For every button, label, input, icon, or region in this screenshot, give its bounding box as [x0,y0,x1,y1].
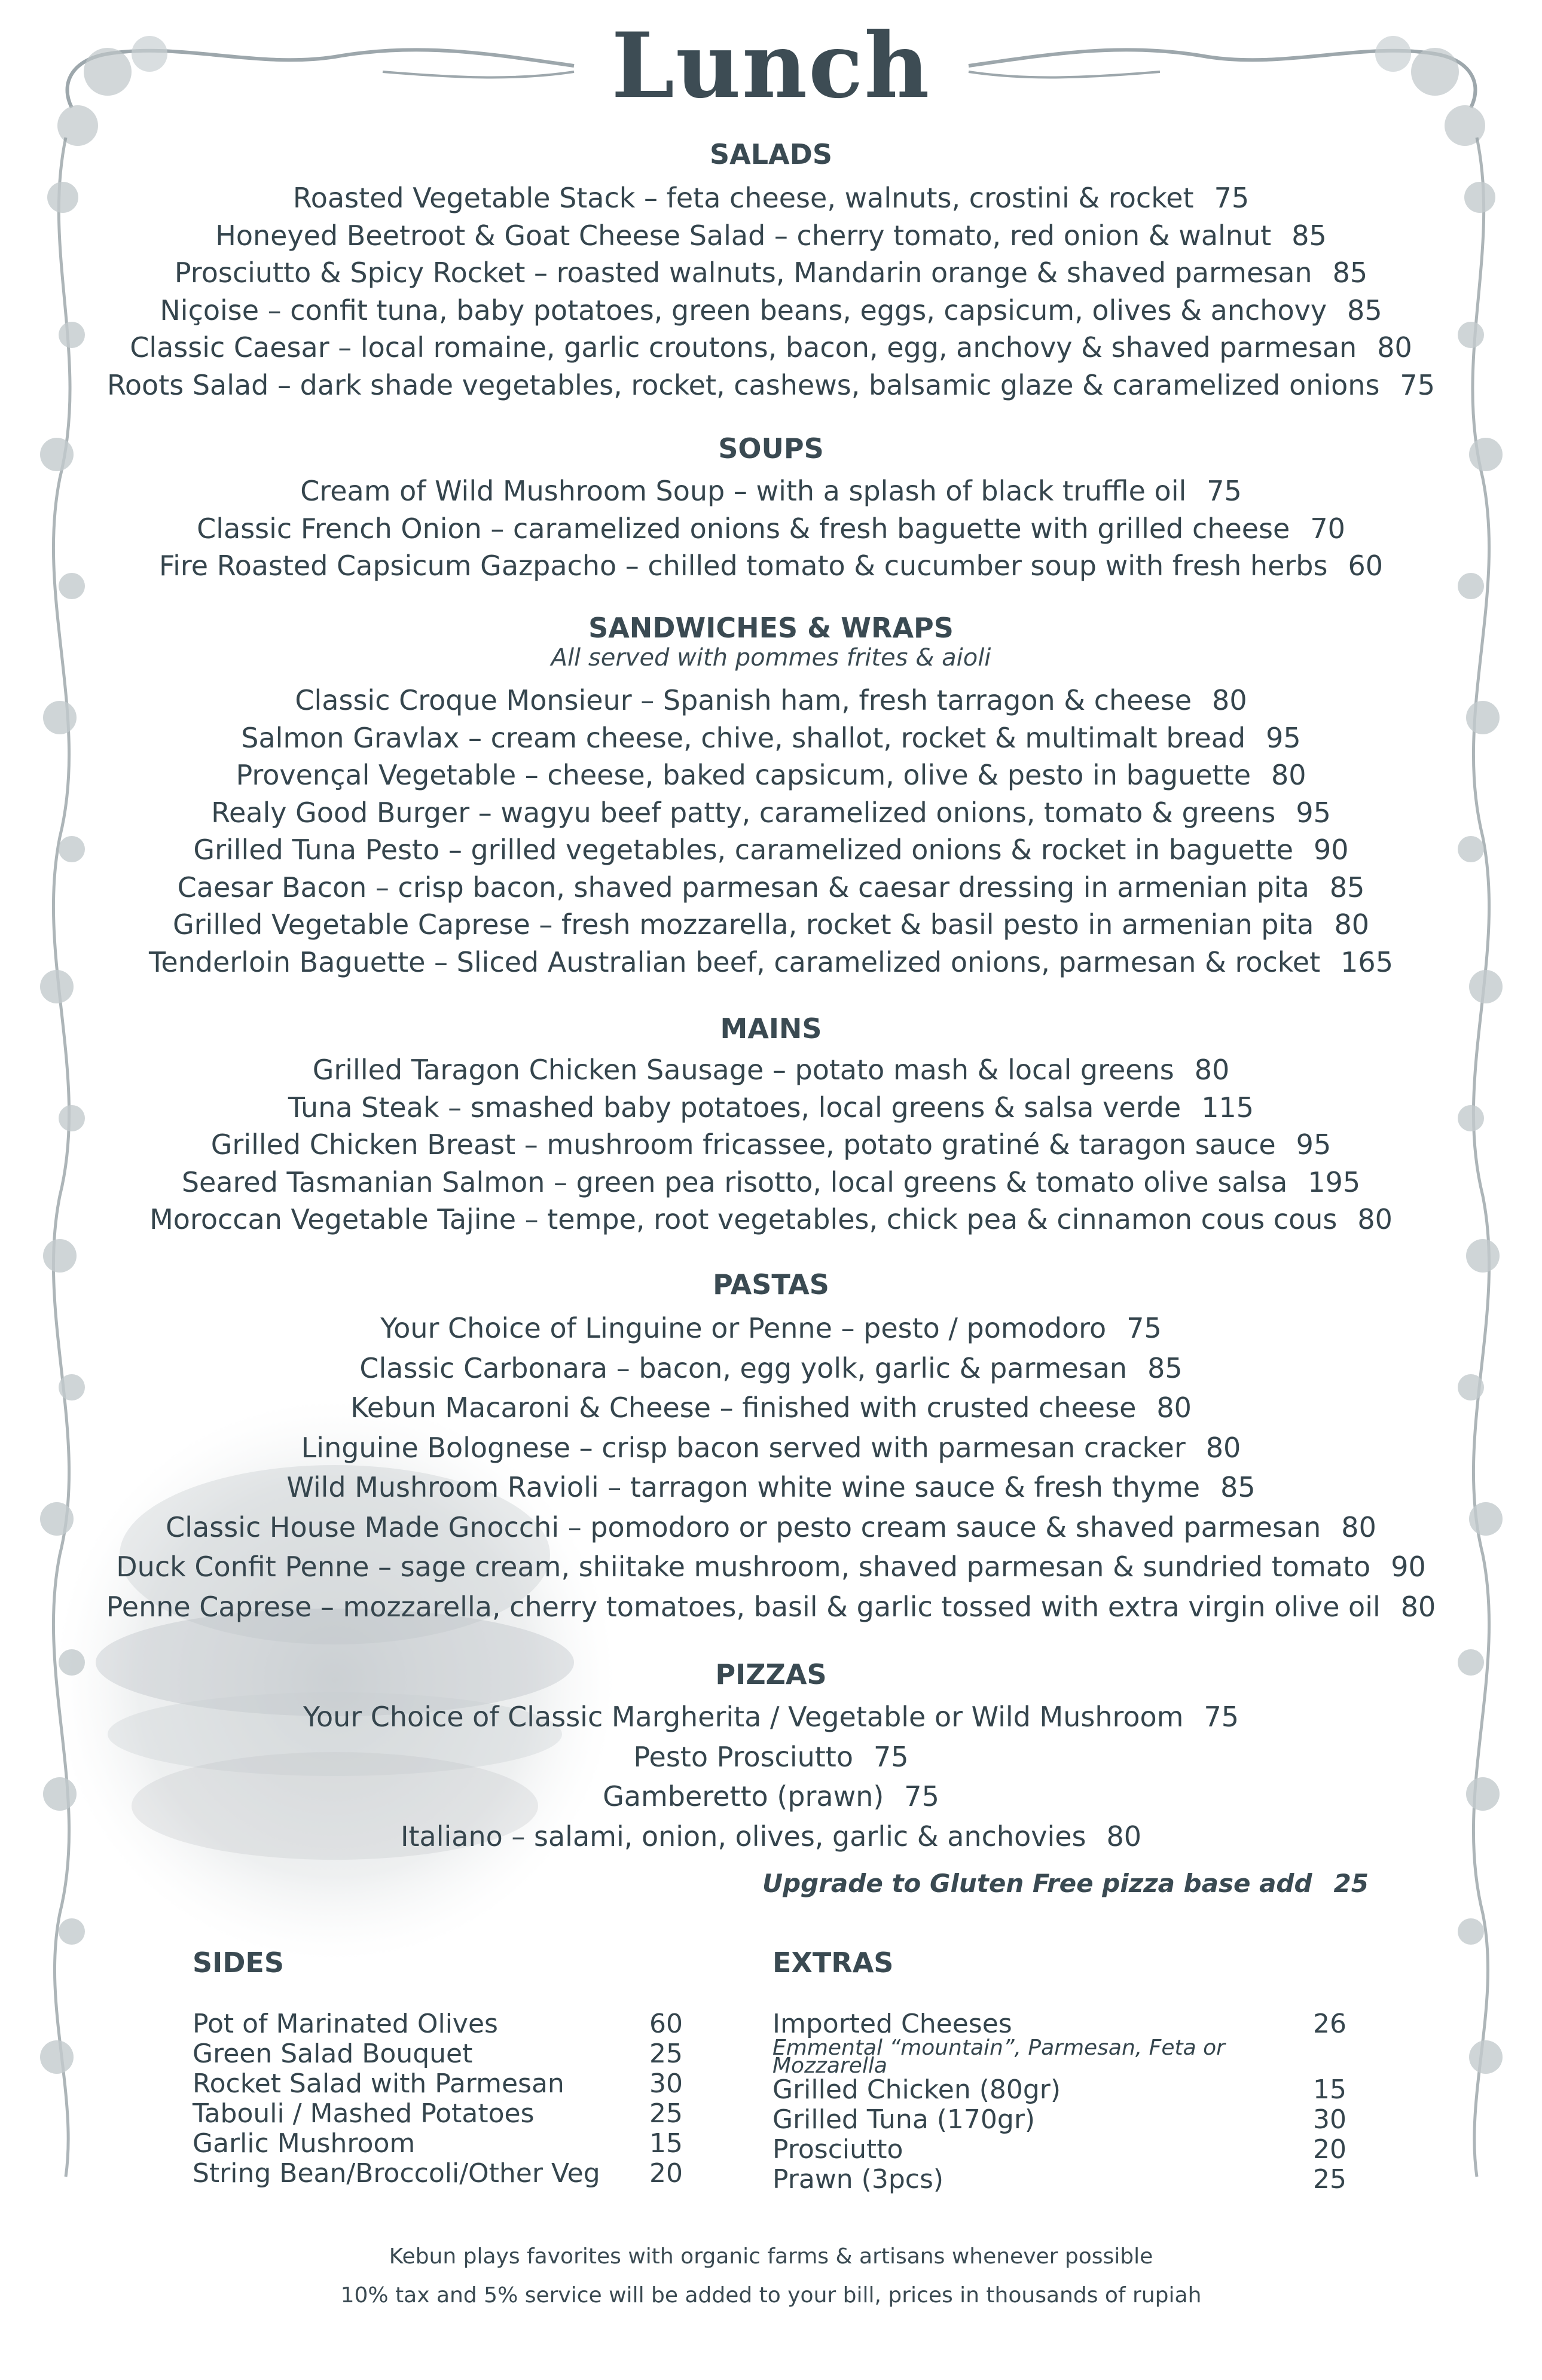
item-name: Caesar Bacon – crisp bacon, shaved parmesan & caesar dressing in armenian pita [177,871,1309,904]
item-name: Grilled Taragon Chicken Sausage – potato mash & local greens [312,1054,1174,1086]
extra-item [772,2105,1346,2135]
item-price: 85 [1220,1471,1256,1503]
item-price: 25 [1313,2164,1346,2195]
item-name: Prawn (3pcs) [772,2164,944,2195]
item-price: 75 [1204,1701,1239,1733]
footer-line-1: Kebun plays favorites with organic farms & artisans whenever possible [389,2244,1153,2269]
item-name: Niçoise – confit tuna, baby potatoes, green beans, eggs, capsicum, olives & anchovy [160,294,1327,327]
menu-item [0,1051,1542,1089]
menu-item [0,719,1542,757]
item-price: 15 [649,2128,683,2159]
menu-item [0,906,1542,944]
item-price: 80 [1106,1820,1142,1853]
item-name: Wild Mushroom Ravioli – tarragon white wine sauce & fresh thyme [286,1471,1201,1503]
item-name: Garlic Mushroom [193,2128,416,2159]
item-name: Pesto Prosciutto [633,1740,853,1773]
item-price: 80 [1357,1203,1393,1235]
item-name: Pot of Marinated Olives [193,2009,498,2039]
item-price: 95 [1296,796,1331,829]
item-price: 85 [1329,871,1365,904]
item-price: 30 [649,2068,683,2099]
item-name: Fire Roasted Capsicum Gazpacho – chilled tomato & cucumber soup with fresh herbs [158,550,1328,582]
item-name: Classic House Made Gnocchi – pomodoro or pesto cream sauce & shaved parmesan [166,1511,1321,1543]
sides-heading: SIDES [193,1946,284,1979]
pizzas-list [0,1697,1542,1856]
item-name: Moroccan Vegetable Tajine – tempe, root vegetables, chick pea & cinnamon cous cous [149,1203,1338,1235]
mains-list [0,1051,1542,1238]
item-price: 30 [1313,2104,1346,2135]
menu-item [0,1817,1542,1857]
item-name: Roasted Vegetable Stack – feta cheese, walnuts, crostini & rocket [292,182,1194,214]
item-price: 26 [1313,2009,1346,2039]
item-name: Green Salad Bouquet [193,2039,473,2069]
item-name: Tabouli / Mashed Potatoes [193,2098,535,2129]
item-name: Tuna Steak – smashed baby potatoes, local greens & salsa verde [288,1091,1181,1124]
item-name: Classic Croque Monsieur – Spanish ham, fresh tarragon & cheese [295,684,1192,716]
menu-item [0,682,1542,719]
item-price: 75 [1207,475,1242,507]
side-item [193,2069,683,2099]
item-price: 25 [649,2039,683,2069]
extra-item [772,2135,1346,2165]
item-price: 75 [1126,1312,1162,1344]
item-price: 25 [649,2098,683,2129]
sides-list [193,2009,683,2189]
menu-item [0,1089,1542,1127]
menu-item [0,329,1542,367]
menu-item [0,1428,1542,1468]
salads-list [0,179,1542,404]
item-price: 80 [1156,1392,1192,1424]
menu-item [0,1737,1542,1777]
item-price: 75 [904,1780,939,1813]
item-price: 95 [1296,1128,1332,1161]
item-name: Gamberetto (prawn) [603,1780,884,1813]
menu-item [0,1467,1542,1508]
side-item [193,2039,683,2069]
item-name: Classic Carbonara – bacon, egg yolk, garlic & parmesan [359,1351,1128,1384]
item-price: 85 [1147,1351,1183,1384]
item-name: Your Choice of Classic Margherita / Vegetable or Wild Mushroom [303,1701,1184,1733]
item-name: Linguine Bolognese – crisp bacon served with parmesan cracker [301,1431,1186,1464]
item-price: 90 [1391,1551,1426,1583]
item-name: String Bean/Broccoli/Other Veg [193,2158,600,2189]
pastas-list [0,1308,1542,1627]
menu-item [0,1201,1542,1238]
item-name: Grilled Tuna (170gr) [772,2104,1036,2135]
menu-item [0,1587,1542,1627]
pastas-heading: PASTAS [713,1268,829,1301]
menu-item [0,1348,1542,1389]
item-price: 80 [1377,331,1412,364]
item-price: 195 [1308,1165,1361,1198]
item-name: Imported Cheeses [772,2009,1012,2039]
side-item [193,2159,683,2189]
menu-item [0,756,1542,794]
item-price: 75 [1400,368,1435,401]
mains-heading: MAINS [720,1012,822,1045]
extras-heading: EXTRAS [772,1946,894,1979]
item-price: 15 [1313,2074,1346,2105]
item-price: 85 [1332,257,1368,289]
cheese-note-row [772,2036,1346,2078]
item-price: 165 [1341,945,1393,978]
item-price: 75 [1214,182,1250,214]
menu-item [0,794,1542,832]
item-name: Grilled Tuna Pesto – grilled vegetables, caramelized onions & rocket in baguette [193,834,1294,866]
item-price: 80 [1205,1431,1241,1464]
item-price: 75 [874,1740,909,1773]
gluten-free-upgrade [762,1869,1369,1898]
menu-item [0,472,1542,510]
item-price: 115 [1201,1091,1254,1124]
menu-item [0,869,1542,907]
menu-item [0,831,1542,869]
menu-title: Lunch [611,13,931,118]
item-price: 80 [1334,908,1370,941]
item-name: Seared Tasmanian Salmon – green pea risotto, local greens & tomato olive salsa [181,1165,1288,1198]
sandwiches-list [0,682,1542,981]
menu-item [0,1508,1542,1548]
item-name: Tenderloin Baguette – Sliced Australian beef, caramelized onions, parmesan & rocket [149,945,1321,978]
menu-item [0,1547,1542,1587]
menu-item [0,1697,1542,1737]
item-name: Grilled Vegetable Caprese – fresh mozzarella, rocket & basil pesto in armenian pita [172,908,1314,941]
item-price: 95 [1266,721,1301,754]
item-name: Realy Good Burger – wagyu beef patty, caramelized onions, tomato & greens [211,796,1276,829]
item-price: 70 [1310,512,1345,545]
item-price: 20 [1313,2134,1346,2165]
menu-item [0,367,1542,404]
cheese-note: Emmental “mountain”, Parmesan, Feta or Mozzarella [772,2036,1225,2078]
menu-item [0,944,1542,981]
item-name: Rocket Salad with Parmesan [193,2068,564,2099]
menu-item [0,547,1542,585]
item-name: Cream of Wild Mushroom Soup – with a splash of black truffle oil [300,475,1187,507]
item-name: Salmon Gravlax – cream cheese, chive, shallot, rocket & multimalt bread [241,721,1246,754]
item-name: Penne Caprese – mozzarella, cherry tomatoes, basil & garlic tossed with extra virgin olive oil [106,1590,1381,1623]
sandwiches-subheading: All served with pommes frites & aioli [551,644,991,672]
item-name: Your Choice of Linguine or Penne – pesto / pomodoro [380,1312,1107,1344]
extra-item [772,2009,1346,2039]
item-price: 80 [1212,684,1247,716]
menu-item [0,1164,1542,1201]
item-name: Prosciutto & Spicy Rocket – roasted walnuts, Mandarin orange & shaved parmesan [174,257,1312,289]
item-price: 90 [1314,834,1349,866]
item-name: Grilled Chicken (80gr) [772,2074,1061,2105]
soups-heading: SOUPS [718,432,824,465]
extra-item [772,2165,1346,2195]
menu-item [0,1777,1542,1817]
item-price: 60 [649,2009,683,2039]
side-item [193,2099,683,2129]
item-price: 80 [1271,759,1306,791]
menu-item [0,510,1542,548]
extras-list [772,2009,1346,2195]
footer-line-2: 10% tax and 5% service will be added to your bill, prices in thousands of rupiah [340,2283,1202,2308]
menu-item [0,1388,1542,1428]
sandwiches-heading: SANDWICHES & WRAPS [588,612,954,644]
salads-heading: SALADS [710,138,832,170]
item-price: 20 [649,2158,683,2189]
side-item [193,2009,683,2039]
item-price: 85 [1291,219,1327,252]
item-name: Grilled Chicken Breast – mushroom fricassee, potato gratiné & taragon sauce [210,1128,1276,1161]
item-price: 80 [1341,1511,1376,1543]
menu-item [0,217,1542,255]
menu-item [0,1308,1542,1348]
menu-item [0,292,1542,329]
upgrade-text: Upgrade to Gluten Free pizza base add [762,1869,1312,1898]
upgrade-price: 25 [1333,1869,1369,1898]
soups-list [0,472,1542,585]
item-name: Classic French Onion – caramelized onions & fresh baguette with grilled cheese [197,512,1290,545]
item-name: Provençal Vegetable – cheese, baked capsicum, olive & pesto in baguette [236,759,1251,791]
side-item [193,2129,683,2159]
item-price: 80 [1194,1054,1230,1086]
item-price: 80 [1400,1590,1436,1623]
item-price: 60 [1348,550,1384,582]
item-name: Classic Caesar – local romaine, garlic croutons, bacon, egg, anchovy & shaved parmesan [130,331,1357,364]
extra-item [772,2075,1346,2105]
menu-item [0,254,1542,292]
menu-item [0,179,1542,217]
item-name: Honeyed Beetroot & Goat Cheese Salad – cherry tomato, red onion & walnut [215,219,1272,252]
item-name: Italiano – salami, onion, olives, garlic & anchovies [400,1820,1086,1853]
item-name: Prosciutto [772,2134,903,2165]
item-name: Duck Confit Penne – sage cream, shiitake mushroom, shaved parmesan & sundried tomato [116,1551,1371,1583]
item-price: 85 [1347,294,1382,327]
item-name: Roots Salad – dark shade vegetables, rocket, cashews, balsamic glaze & caramelized onions [107,368,1380,401]
item-name: Kebun Macaroni & Cheese – finished with crusted cheese [350,1392,1137,1424]
pizzas-heading: PIZZAS [715,1658,827,1691]
menu-item [0,1126,1542,1164]
